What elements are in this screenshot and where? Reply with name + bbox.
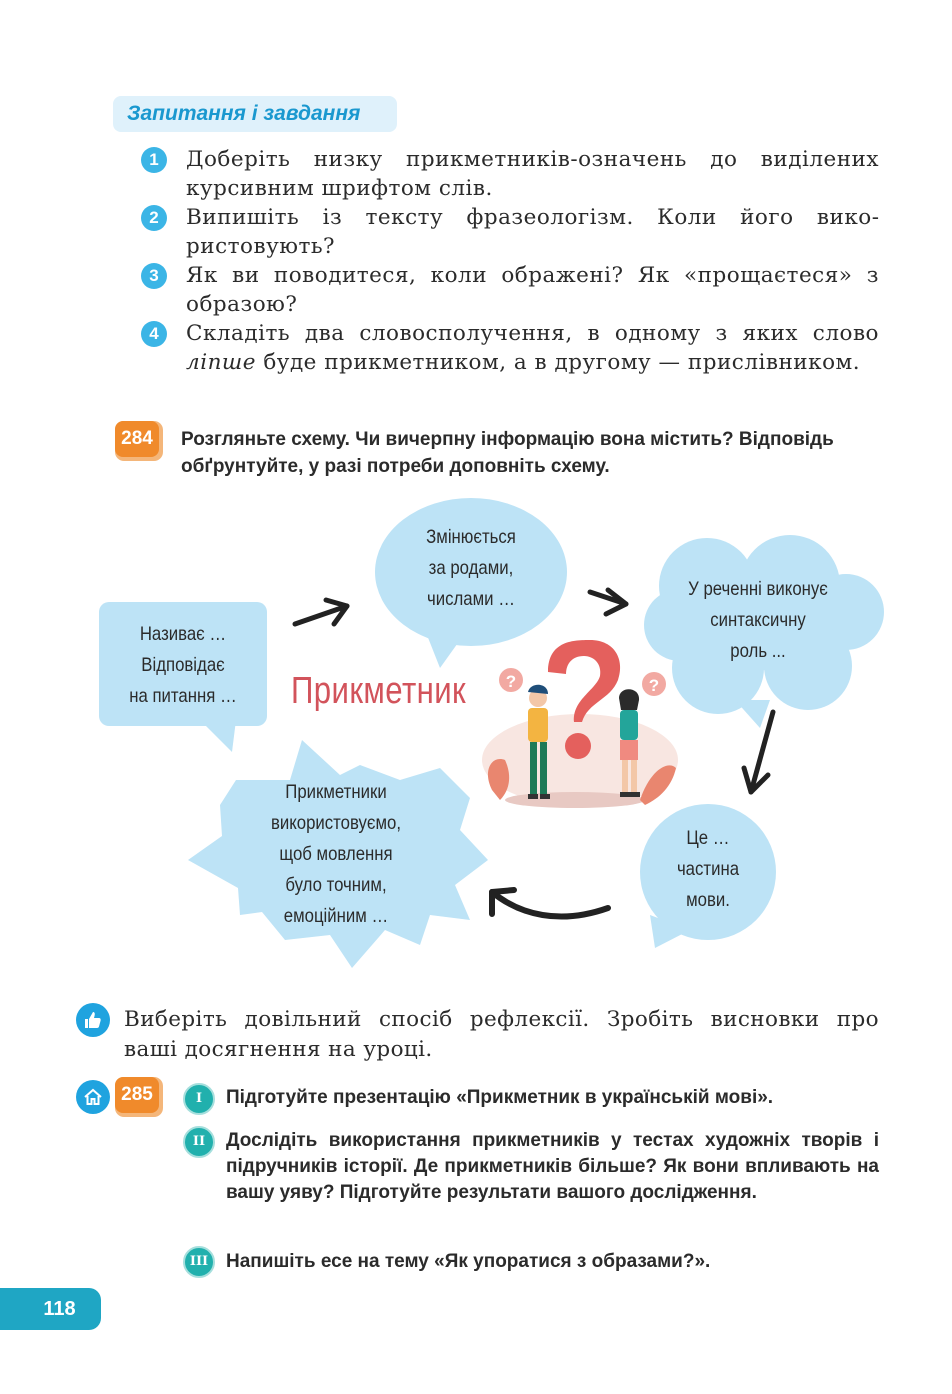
level-badge: II	[183, 1126, 215, 1158]
bubble-line: Це …	[686, 827, 730, 849]
bubble-line: числами …	[427, 588, 515, 610]
svg-text:?: ?	[505, 672, 517, 691]
question-number: 2	[141, 205, 167, 231]
italic-word: ліпше	[186, 350, 257, 375]
questions-header: Запитання і завдання	[113, 96, 397, 132]
question-text	[186, 319, 879, 377]
bubble-bottom-right-text	[656, 823, 759, 916]
bubble-line: Відповідає	[141, 654, 225, 676]
question-item	[141, 261, 879, 319]
question-text: Випишіть із тексту фразеологізм. Коли його використовують?	[186, 205, 879, 259]
bubble-bottom-left-text	[250, 777, 422, 932]
bubble-line: було точним,	[285, 874, 387, 896]
question-text-part: буде прикметником, а в другому — прислівником.	[256, 350, 861, 375]
question-text: Доберіть низку прикметників-означень до виділених курсивним шрифтом слів.	[186, 147, 879, 201]
question-item	[141, 319, 879, 377]
bubble-line: за родами,	[428, 557, 514, 579]
bubble-line: Називає …	[139, 623, 227, 645]
question-number: 1	[141, 147, 167, 173]
bubble-line: на питання …	[129, 685, 237, 707]
center-word: Прикметник	[291, 670, 467, 712]
bubble-right-text	[672, 574, 844, 667]
arrow-left-to-top	[295, 600, 347, 624]
bubble-left-text	[111, 619, 255, 712]
bubble-line: мови.	[686, 889, 730, 911]
level-text: Напишіть есе на тему «Як упоратися з образами?».	[226, 1251, 711, 1272]
question-number: 4	[141, 321, 167, 347]
question-item	[141, 145, 879, 203]
level-badge: I	[183, 1083, 215, 1115]
question-illustration	[482, 640, 678, 808]
bubble-line: синтаксичну	[710, 609, 806, 631]
level-text: Підготуйте презентацію «Прикметник в українській мові».	[226, 1087, 774, 1108]
question-text: Як ви поводитеся, коли ображені? Як «прощаєтеся» з образою?	[186, 263, 879, 317]
question-item	[141, 203, 879, 261]
bubble-line: емоційним …	[283, 905, 389, 927]
arrow-top-to-right	[590, 590, 626, 614]
task-number: 284	[115, 421, 159, 457]
question-text-part: Складіть два словосполучення, в одному з яких слово	[186, 321, 879, 346]
bubble-line: роль ...	[730, 640, 786, 662]
question-number: 3	[141, 263, 167, 289]
task-284-text: Розгляньте схему. Чи вичерпну інформацію вона містить? Відповідь обґрунтуйте, у разі потреби доповніть схему.	[181, 429, 834, 477]
thumbs-up-icon	[76, 1003, 110, 1037]
bubble-line: використовуємо,	[270, 812, 402, 834]
questions-list	[141, 145, 879, 377]
bubble-line: частина	[676, 858, 740, 880]
bubble-line: щоб мовлення	[279, 843, 393, 865]
bubble-top-text	[397, 522, 545, 615]
bubble-line: Прикметники	[285, 781, 387, 803]
svg-text:?: ?	[648, 676, 660, 695]
task-number-badge	[115, 1077, 163, 1117]
task-number-badge	[115, 421, 163, 461]
page-number: 118	[0, 1288, 101, 1330]
level-badge: III	[183, 1246, 215, 1278]
house-icon	[76, 1080, 110, 1114]
arrow-bottom-to-left	[492, 890, 608, 917]
reflection-text: Виберіть довільний спосіб рефлексії. Зробіть висновки про ваші досягнення на уроці.	[124, 1007, 879, 1062]
task-number: 285	[115, 1077, 159, 1113]
level-text: Дослідіть використання прикметників у тестах художніх творів і підручників історії. Де прикметників більше? Як вони впливають на вашу уяву? Підготуйте результати вашого дослідження.	[226, 1130, 879, 1203]
bubble-line: У реченні виконує	[688, 578, 828, 600]
bubble-line: Змінюється	[426, 526, 516, 548]
